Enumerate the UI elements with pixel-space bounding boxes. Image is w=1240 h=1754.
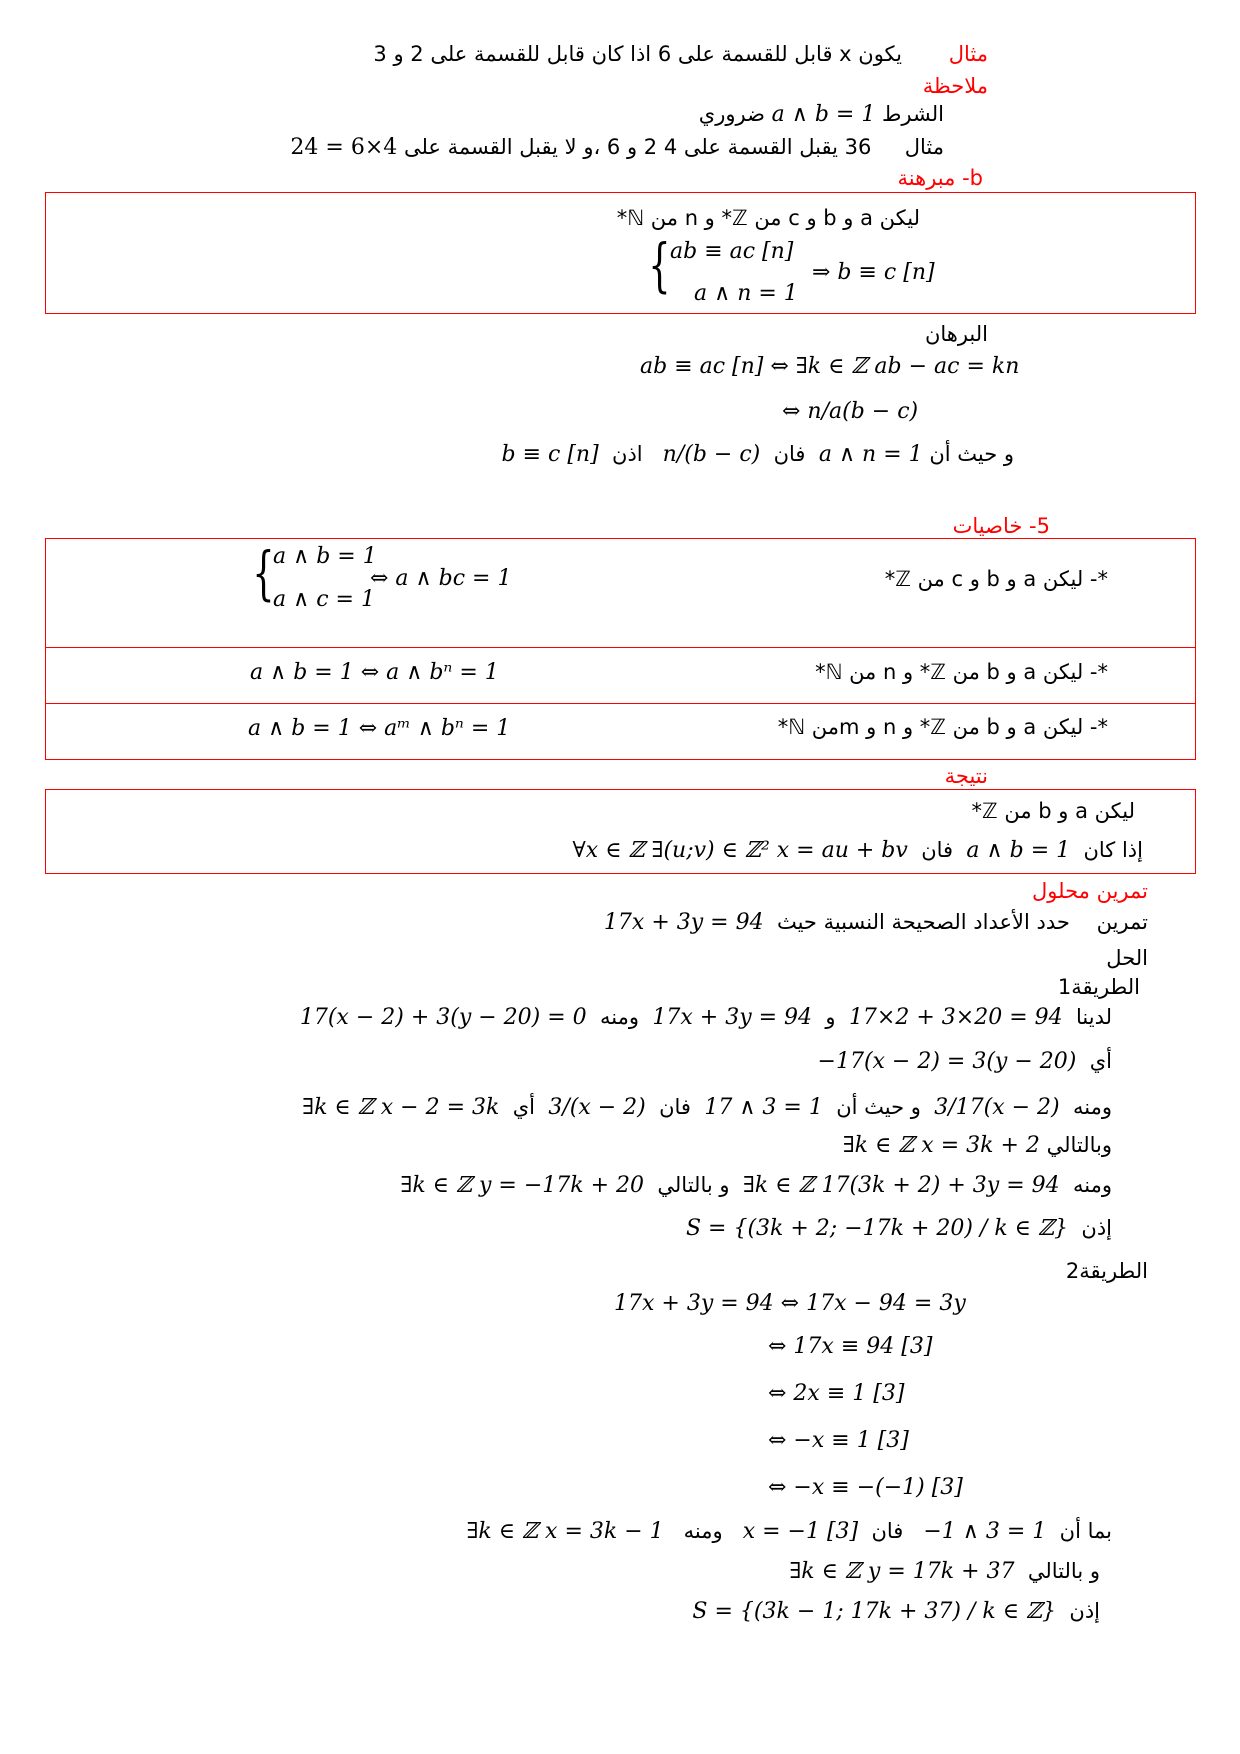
proof-line2: ⇔ n/a(b − c) <box>782 399 919 424</box>
m1-l2-m: −17(x − 2) = 3(y − 20) <box>817 1049 1077 1074</box>
exercise-title: تمرين محلول <box>1032 879 1148 903</box>
properties-title: 5- خاصيات <box>952 514 1050 538</box>
theorem-hypothesis: ليكن a و b و c من ℤ* و n من ℕ* <box>616 206 920 230</box>
m1-l6-m: S = {(3k + 2; −17k + 20) / k ∈ ℤ} <box>685 1216 1069 1241</box>
m2-l8-word: إذن <box>1069 1599 1100 1623</box>
m2-l6-word1: بما أن <box>1059 1519 1112 1543</box>
note-condition-tail: ضروري <box>698 102 765 126</box>
theorem-implication: ⇒ b ≡ c [n] <box>812 260 935 285</box>
proof-line1: ab ≡ ac [n] ⇔ ∃k ∈ ℤ ab − ac = kn <box>640 354 1020 379</box>
m1-l1-m1: 17×2 + 3×20 = 94 <box>848 1005 1063 1030</box>
theorem-title: b- مبرهنة <box>897 166 983 190</box>
m2-line3: ⇔ 2x ≡ 1 [3] <box>768 1381 905 1406</box>
example-label: مثال <box>948 42 988 66</box>
m1-l3-word2: و حيث أن <box>836 1095 921 1119</box>
m1-l3-word3: فان <box>659 1095 691 1119</box>
exercise-statement-text: حدد الأعداد الصحيحة النسبية حيث <box>776 910 1070 934</box>
m2-line8 <box>692 1597 1100 1626</box>
note-condition <box>699 100 944 129</box>
note-example-math: 24 = 6×4 <box>290 135 398 160</box>
method2-label: الطريقة2 <box>1065 1259 1148 1283</box>
note-condition-word: الشرط <box>882 102 944 126</box>
m1-l1-m3: 17(x − 2) + 3(y − 20) = 0 <box>299 1005 587 1030</box>
m2-line1: 17x + 3y = 94 ⇔ 17x − 94 = 3y <box>614 1291 966 1316</box>
result-line2-m1: a ∧ b = 1 <box>966 838 1071 863</box>
m1-l3-word1: ومنه <box>1073 1095 1112 1119</box>
method1-label: الطريقة1 <box>1057 975 1140 999</box>
note-condition-math: a ∧ b = 1 <box>771 102 876 127</box>
property-1-impl: ⇔ a ∧ bc = 1 <box>370 566 512 591</box>
property-3-text: *- ليكن a و b من ℤ* و n و mمن ℕ* <box>777 715 1108 739</box>
m1-l3-m2: 17 ∧ 3 = 1 <box>704 1095 823 1120</box>
proof-line3-prefix: و حيث أن <box>929 442 1014 466</box>
note-example-label: مثال <box>904 135 944 159</box>
result-line2-word: فان <box>921 838 954 862</box>
m1-l5-word1: ومنه <box>1073 1173 1112 1197</box>
proof-line3-m3: b ≡ c [n] <box>501 442 599 467</box>
m2-line2: ⇔ 17x ≡ 94 [3] <box>768 1334 933 1359</box>
exercise-statement <box>604 908 1148 937</box>
m1-l1-m2: 17x + 3y = 94 <box>652 1005 813 1030</box>
property-1-sys1: a ∧ b = 1 <box>273 544 377 569</box>
theorem-system-line1: ab ≡ ac [n] <box>670 239 794 264</box>
properties-divider-1 <box>45 647 1196 648</box>
m2-line6 <box>466 1517 1112 1546</box>
property-3-math: a ∧ b = 1 ⇔ aᵐ ∧ bⁿ = 1 <box>248 716 511 741</box>
m1-line5 <box>400 1171 1112 1200</box>
result-line1: ليكن a و b من ℤ* <box>971 799 1135 823</box>
m1-line3 <box>302 1093 1112 1122</box>
properties-divider-2 <box>45 703 1196 704</box>
example-text: يكون x قابل للقسمة على 6 اذا كان قابل للقسمة على 2 و 3 <box>373 42 902 66</box>
m2-l6-m1: −1 ∧ 3 = 1 <box>923 1519 1047 1544</box>
property-2-text: *- ليكن a و b من ℤ* و n من ℕ* <box>815 660 1108 684</box>
exercise-label: تمرين <box>1096 910 1148 934</box>
property-1-brace: { <box>252 539 275 607</box>
note-example <box>290 133 944 162</box>
m1-l1-word2: و <box>825 1005 836 1029</box>
result-title: نتيجة <box>944 764 988 788</box>
m2-line7 <box>789 1557 1100 1586</box>
note-example-text: 36 يقبل القسمة على 4 2 و 6 ،و لا يقبل القسمة على <box>403 135 872 159</box>
property-2-math: a ∧ b = 1 ⇔ a ∧ bⁿ = 1 <box>250 660 499 685</box>
m1-l3-word4: أي <box>512 1095 535 1119</box>
m2-l6-m2: x = −1 [3] <box>742 1519 859 1544</box>
m1-l3-m1: 3/17(x − 2) <box>934 1095 1060 1120</box>
m2-l8-m: S = {(3k − 1; 17k + 37) / k ∈ ℤ} <box>692 1599 1057 1624</box>
m2-line5: ⇔ −x ≡ −(−1) [3] <box>768 1475 963 1500</box>
m1-l3-m3: 3/(x − 2) <box>548 1095 646 1120</box>
m1-l4-word: وبالتالي <box>1046 1133 1112 1157</box>
exercise-equation: 17x + 3y = 94 <box>603 910 764 935</box>
proof-line3-word2: اذن <box>612 442 643 466</box>
proof-title: البرهان <box>924 322 988 346</box>
solution-label: الحل <box>1106 946 1148 970</box>
m2-line4: ⇔ −x ≡ 1 [3] <box>768 1428 909 1453</box>
m1-l5-m1: ∃k ∈ ℤ 17(3k + 2) + 3y = 94 <box>742 1173 1060 1198</box>
proof-line3 <box>502 440 1014 469</box>
m1-l6-word: إذن <box>1081 1216 1112 1240</box>
m1-line4 <box>843 1131 1112 1160</box>
m1-l5-word2: و بالتالي <box>657 1173 730 1197</box>
m2-l6-word3: ومنه <box>683 1519 723 1543</box>
proof-line3-m2: n/(b − c) <box>662 442 761 467</box>
result-line2 <box>573 836 1143 865</box>
theorem-system-line2: a ∧ n = 1 <box>694 281 798 306</box>
m1-line6 <box>686 1214 1112 1243</box>
property-1-sys2: a ∧ c = 1 <box>273 587 375 612</box>
m1-line1 <box>300 1003 1112 1032</box>
proof-line3-word1: فان <box>773 442 806 466</box>
m1-l2-word: أي <box>1089 1049 1112 1073</box>
m2-l7-word: و بالتالي <box>1027 1559 1100 1583</box>
result-line2-prefix: إذا كان <box>1083 838 1143 862</box>
property-1-text: *- ليكن a و b و c من ℤ* <box>884 567 1108 591</box>
theorem-brace: { <box>648 231 671 299</box>
m1-l5-m2: ∃k ∈ ℤ y = −17k + 20 <box>400 1173 645 1198</box>
m2-l6-word2: فان <box>871 1519 904 1543</box>
m2-l6-m3: ∃k ∈ ℤ x = 3k − 1 <box>466 1519 664 1544</box>
note-title: ملاحظة <box>922 74 988 98</box>
m2-l7-m: ∃k ∈ ℤ y = 17k + 37 <box>789 1559 1015 1584</box>
m1-l3-m4: ∃k ∈ ℤ x − 2 = 3k <box>302 1095 500 1120</box>
m1-line2 <box>818 1047 1112 1076</box>
m1-l4-m: ∃k ∈ ℤ x = 3k + 2 <box>842 1133 1040 1158</box>
m1-l1-word3: ومنه <box>600 1005 640 1029</box>
result-line2-m2: ∀x ∈ ℤ ∃(u;v) ∈ ℤ² x = au + bv <box>572 838 908 863</box>
m1-l1-word1: لدينا <box>1075 1005 1112 1029</box>
proof-line3-m1: a ∧ n = 1 <box>818 442 923 467</box>
